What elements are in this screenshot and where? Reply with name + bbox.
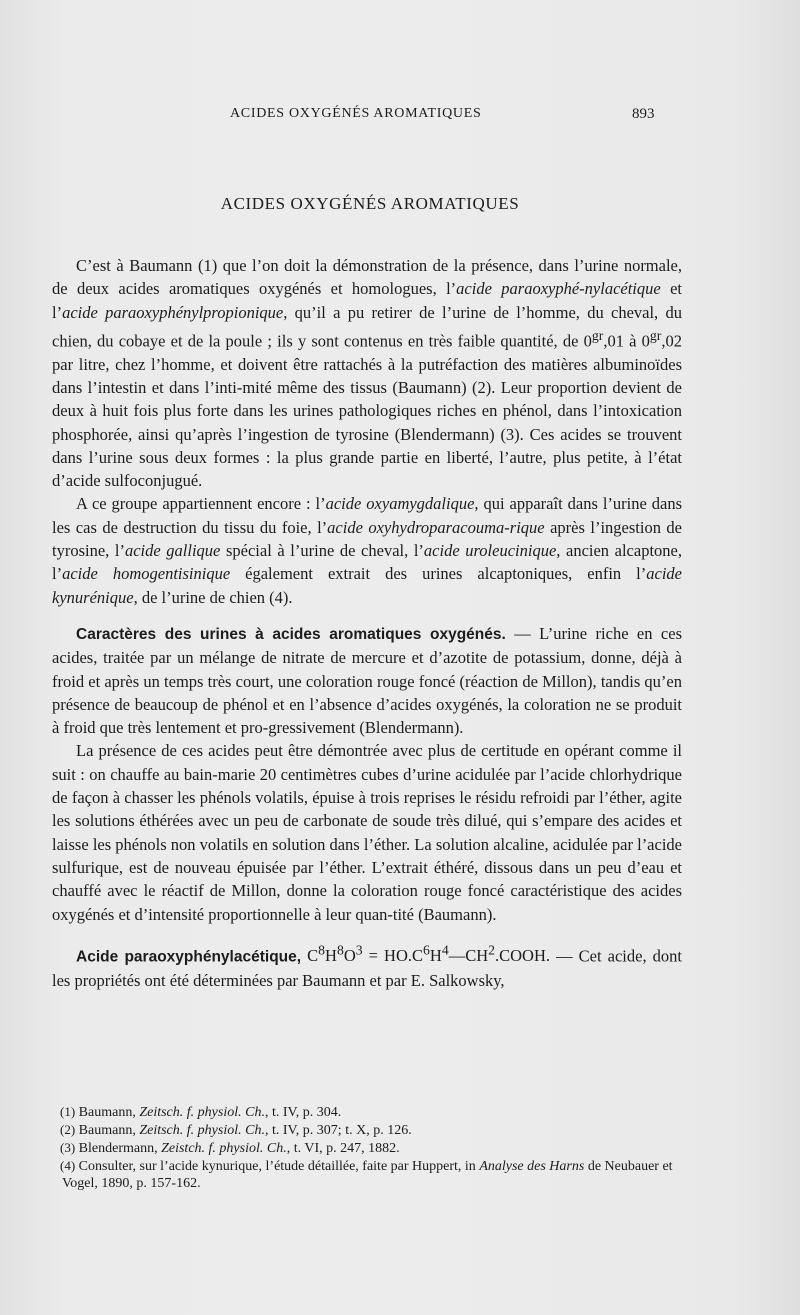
italic-term: acide paraoxyphé-nylacétique	[456, 279, 661, 299]
paragraph-characters	[52, 622, 682, 739]
text-run: spécial à l’urine de cheval, l’	[220, 541, 424, 561]
italic-term: acide kynurénique	[52, 564, 682, 607]
text-run: également extrait des urines alcaptoniques, enfin l’	[230, 564, 647, 584]
footnote-1: (1) Baumann, Zeitsch. f. physiol. Ch., t. IV, p. 304.	[60, 1104, 342, 1120]
paragraph-paraoxyphenylacetic	[52, 939, 682, 992]
text-run: et l’	[52, 279, 682, 322]
unit-superscript: gr	[649, 327, 662, 343]
text-run: — L’urine riche en ces acides, traitée par un mélange de nitrate de mercure et d’azotite de potassium, donne, déjà à froid et après un temps très court, une coloration rouge foncé (réaction de Millon), tandis qu’en présence de beaucoup de phénol et en l’absence d’acides oxygénés, la coloration ne se produit à froid que très lentement et pro-gressivement (Blendermann).	[52, 623, 682, 738]
chemical-formula: $C^8H^8O^3$ = $HO.C^6H^4—CH^2.COOH$.	[301, 942, 551, 966]
chapter-title: ACIDES OXYGÉNÉS AROMATIQUES	[220, 194, 520, 213]
paragraph-intro	[52, 254, 682, 492]
footnote-4: (4) Consulter, sur l’acide kynurique, l’étude détaillée, faite par Huppert, in Analyse des Harns de Neubauer et Vogel, 1890, p. 157-162.	[60, 1158, 673, 1191]
body-text	[52, 254, 682, 992]
running-title: ACIDES OXYGÉNÉS AROMATIQUES	[230, 106, 482, 121]
page-number: 893	[632, 106, 655, 122]
italic-term: acide gallique	[124, 541, 221, 561]
footnotes	[52, 1103, 682, 1192]
text-run: , qu’il a pu retirer de l’urine de l’homme, du cheval, du chien, du cobaye et de la poule ; ils y sont contenus en très faible quantité, de 0	[52, 302, 682, 351]
paragraph-group	[52, 492, 682, 608]
text-run: C’est à Baumann (1) que l’on doit la démonstration de la présence, dans l’urine normale, de deux acides aromatiques oxygénés et homologues, l’	[52, 256, 682, 299]
text-run: La présence de ces acides peut être démontrée avec plus de certitude en opérant comme il suit : on chauffe au bain-marie 20 centimètres cubes d’urine acidulée par l’acide chlorhydrique de façon à chasser les phénols volatils, épuise à trois reprises le résidu refroidi par l’éther, agite les solutions éthérées avec un peu de carbonate de soude très dilué, qui s’empare des acides et laisse les phénols non volatils en solution dans l’éther. La solution alcaline, acidulée par l’acide sulfurique, est de nouveau épuisée par l’éther. L’extrait éthéré, dissous dans un peu d’eau et chauffé avec le réactif de Millon, donne la coloration rouge foncé caractéristique des acides oxygénés et d’intensité proportionnelle à leur quan-tité (Baumann).	[52, 741, 682, 924]
italic-term: acide oxyamygdalique	[325, 494, 475, 514]
italic-term: acide uroleucinique	[423, 541, 557, 561]
section-heading: Caractères des urines à acides aromatiques oxygénés.	[76, 625, 506, 643]
footnote-3: (3) Blendermann, Zeistch. f. physiol. Ch., t. VI, p. 247, 1882.	[60, 1140, 400, 1156]
footnote-2: (2) Baumann, Zeitsch. f. physiol. Ch., t. IV, p. 307; t. X, p. 126.	[60, 1122, 412, 1138]
text-run: — Cet acide, dont les propriétés ont été déterminées par Baumann et par E. Salkowsky,	[52, 946, 682, 990]
text-run: après l’ingestion de tyrosine, l’	[52, 517, 682, 561]
text-run: , ancien alcaptone, l’	[52, 541, 682, 584]
unit-superscript: gr	[591, 327, 604, 343]
italic-term: acide homogentisinique	[62, 564, 231, 584]
italic-term: acide oxyhydroparacouma-rique	[327, 517, 545, 537]
text-run: A ce groupe appartiennent encore : l’	[76, 494, 326, 514]
text-run: ,01 à 0	[603, 331, 650, 351]
italic-term: acide paraoxyphénylpropionique	[62, 302, 284, 322]
text-run: ,02 par litre, chez l’homme, et doivent être rattachés à la putréfaction des matières albuminoïdes dans l’intestin et dans l’inti-mité même des tissus (Baumann) (2). Leur proportion devient de deux à huit fois plus forte dans les urines pathologiques riches en phénol, dans l’intoxication phosphorée, ainsi qu’après l’ingestion de tyrosine (Blendermann) (3). Ces acides se trouvent dans l’urine sous deux formes : la plus grande partie en liberté, l’autre, plus petite, à l’état d’acide sulfoconjugué.	[52, 331, 683, 491]
paragraph-method	[52, 739, 682, 925]
text-run: , de l’urine de chien (4).	[133, 587, 293, 607]
section-heading: Acide paraoxyphénylacétique,	[76, 948, 302, 966]
text-run: , qui apparaît dans l’urine dans les cas de destruction du tissu du foie, l’	[52, 494, 682, 537]
